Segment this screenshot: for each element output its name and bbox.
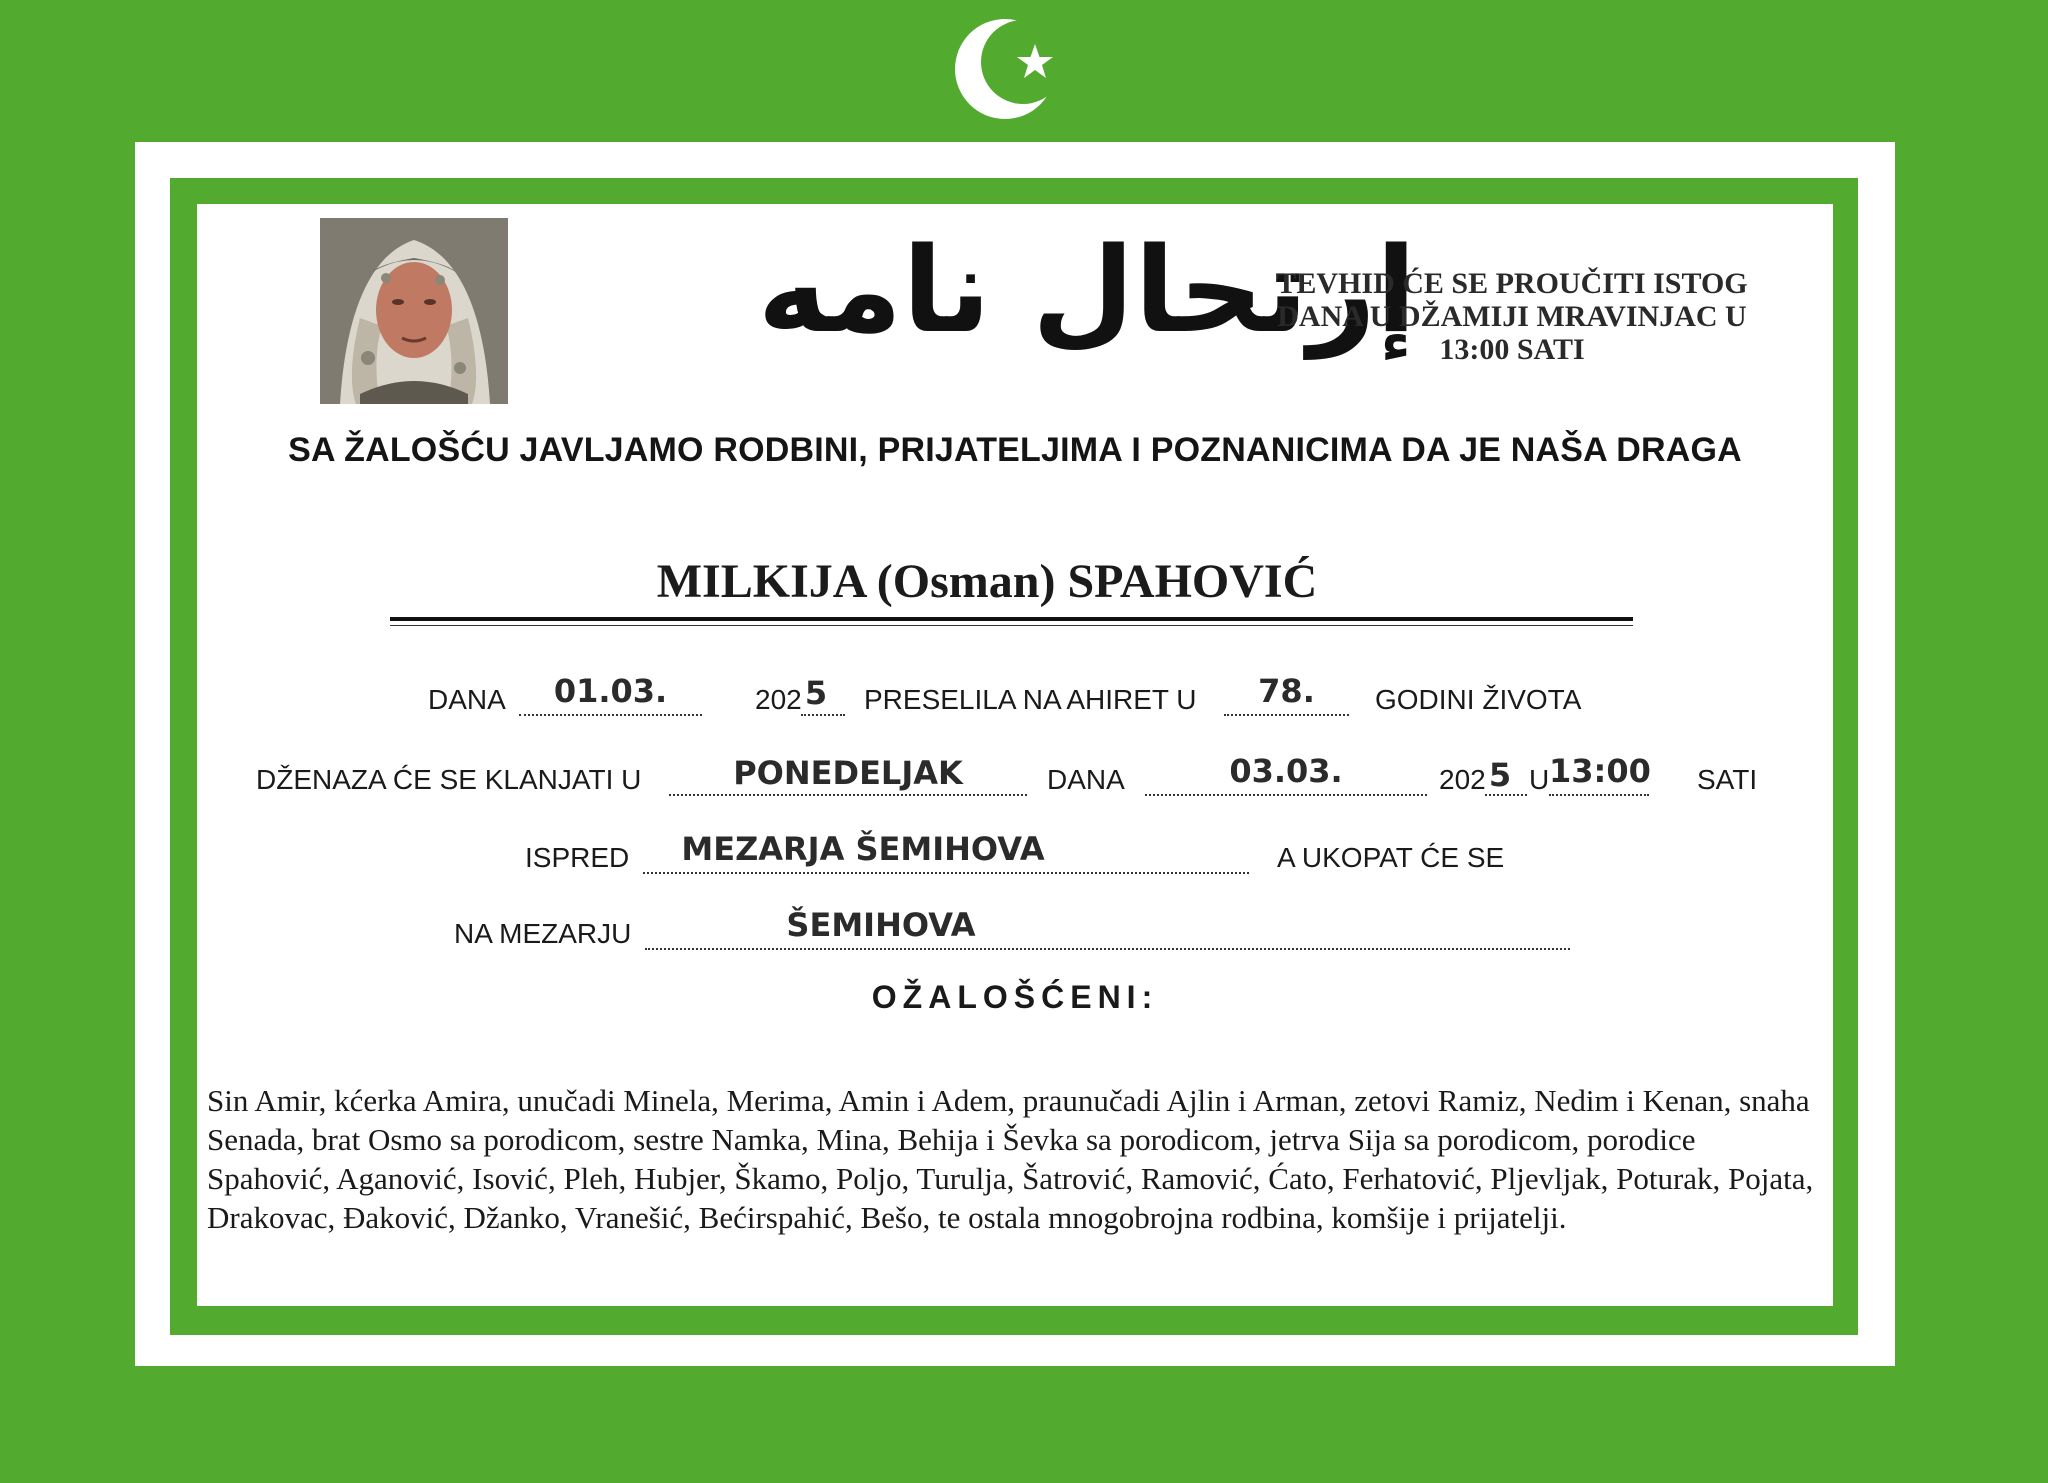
cemetery-value: ŠEMIHOVA [786,906,976,944]
label-dzenaza-dana: DANA [1047,764,1125,795]
arabic-title: إرتحال نامه [757,221,1417,359]
death-row [197,672,1833,720]
name-underline-thin [390,625,1633,626]
name-underline [390,617,1633,621]
label-klanjati: DŽENAZA ĆE SE KLANJATI U [256,764,642,795]
label-godini: GODINI ŽIVOTA [1375,684,1582,715]
dzenaza-year-digit: 5 [1488,756,1512,794]
dzenaza-year-prefix: 202 [1439,764,1486,795]
label-sati: SATI [1697,764,1758,795]
obituary-card [197,204,1833,1306]
ispred-row [197,830,1833,878]
place-value: MEZARJA ŠEMIHOVA [681,830,1045,868]
death-date: 01.03. [553,672,668,710]
label-u: U [1529,764,1550,795]
label-dana: DANA [428,684,506,715]
label-na-mezarju: NA MEZARJU [454,918,632,949]
deceased-name: MILKIJA (Osman) SPAHOVIĆ [656,555,1318,608]
age-value: 78. [1258,672,1315,710]
mezarje-row [197,906,1833,954]
death-year-prefix: 202 [755,684,802,715]
crescent-star-icon [953,14,1063,124]
mourners-heading: OŽALOŠĆENI: [871,979,1159,1015]
dzenaza-row [197,752,1833,800]
mourners-text: Sin Amir, kćerka Amira, unučadi Minela, Merima, Amin i Adem, praunučadi Ajlin i Arman, zetovi Ramiz, Nedim i Kenan, snaha Senada, brat Osmo sa porodicom, sestre Namka, Mina, Behija i Ševka sa porodicom, jetrva Sija sa porodicom, porodice Spahović, Aganović, Isović, Pleh, Hubjer, Škamo, Poljo, Turulja, Šatrović, Ramović, Ćato, Ferhatović, Pljevljak, Poturak, Pojata, Drakovac, Đaković, Džanko, Vranešić, Bećirspahić, Bešo, te ostala mnogobrojna rodbina, komšije i prijatelji. [207,1083,1814,1235]
label-preselila: PRESELILA NA AHIRET U [864,684,1197,715]
death-year-digit: 5 [804,674,828,712]
portrait-photo [320,218,508,404]
label-ispred: ISPRED [525,842,630,873]
dzenaza-time: 13:00 [1549,752,1651,790]
dzenaza-day: PONEDELJAK [733,754,963,792]
tevhid-notice: TEVHID ĆE SE PROUČITI ISTOG DANA U DŽAMIJI MRAVINJAC U 13:00 SATI [1276,267,1748,366]
announcement-line: SA ŽALOŠĆU JAVLJAMO RODBINI, PRIJATELJIMA I POZNANICIMA DA JE NAŠA DRAGA [288,431,1742,469]
dzenaza-date: 03.03. [1229,752,1343,790]
label-ukopat: A UKOPAT ĆE SE [1277,842,1505,873]
